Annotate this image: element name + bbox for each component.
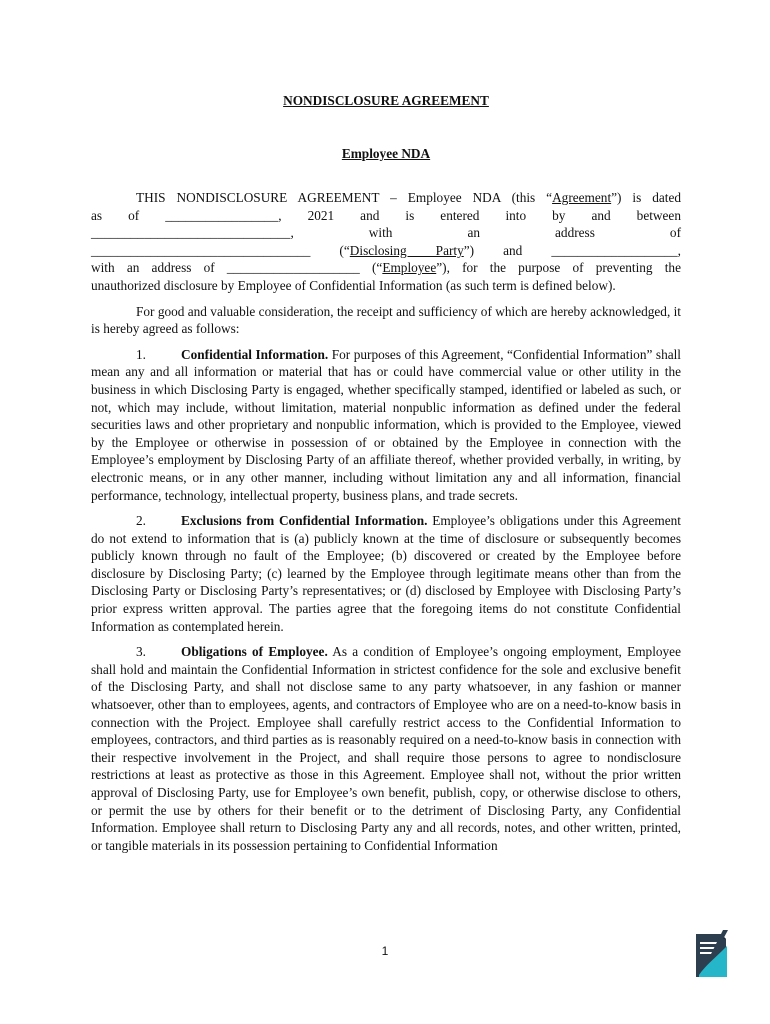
document-body [91, 92, 681, 854]
intro-line-2: as of _________________, 2021 and is entered into by and between [91, 207, 681, 223]
employee-term: Employee [382, 260, 437, 276]
section-number: 1. [136, 346, 146, 362]
consideration-paragraph: For good and valuable consideration, the receipt and sufficiency of which are hereby acknowledged, it is hereby agreed as follows: [91, 303, 681, 337]
intro-line-5: with an address of ____________________ (“Employee”), for the purpose of preventing the [91, 260, 681, 276]
agreement-term: Agreement [552, 190, 612, 205]
document-logo-icon [693, 928, 729, 980]
section-body: Employee’s obligations under this Agreement do not extend to information that is (a) publicly known at the time of disclosure or subsequently becomes publicly known through no fault of the Employee; (b) discovered or created by the Employee before disclosure by Disclosing Party; (c) learned by the Employee through legitimate means other than from the Disclosing Party or Disclosing Party’s representatives; or (d) disclosed by Employee with Disclosing Party’s prior express written approval. The parties agree that the foregoing items do not constitute Confidential Information as contemplated herein. [91, 513, 681, 634]
section-number: 3. [136, 644, 146, 660]
page-number: 1 [381, 944, 389, 958]
section-body: As a condition of Employee’s ongoing employment, Employee shall hold and maintain the Confidential Information in strictest confidence for the sole and exclusive benefit of the Disclosing Party, and shall not disclose same to any party whatsoever, in any fashion or manner whatsoever, other than to employees, agents, and contractors of Employee who are on a need-to-know basis in connection with the Project. Employee shall carefully restrict access to the Confidential Information to employees, contractors, and third parties as is reasonably required on a need-to-know basis in connection with their respective involvement in the Project, and shall require those persons to agree to nondisclosure restrictions at least as protective as those in this Agreement. Employee shall not, without the prior written approval of Disclosing Party, use for Employee’s own benefit, publish, copy, or otherwise disclose to others, or permit the use by others for their benefit or to the detriment of Disclosing Party, any Confidential Information. Employee shall return to Disclosing Party any and all records, notes, and other written, printed, or tangible materials in its possession pertaining to Confidential Information [91, 644, 681, 853]
disclosing-party-term: Disclosing Party [349, 242, 464, 258]
document-title: NONDISCLOSURE AGREEMENT [283, 93, 489, 108]
intro-line-6: unauthorized disclosure by Employee of Confidential Information (as such term is defined below). [91, 277, 616, 293]
intro-paragraph [91, 189, 681, 295]
section-confidential-information [91, 346, 681, 504]
intro-line-1: THIS NONDISCLOSURE AGREEMENT – Employee NDA (this “Agreement”) is dated [136, 190, 681, 205]
section-heading: Obligations of Employee. [181, 644, 328, 660]
section-exclusions [91, 512, 681, 635]
section-obligations [91, 643, 681, 854]
section-heading: Exclusions from Confidential Information. [181, 513, 428, 529]
document-subtitle: Employee NDA [341, 146, 431, 161]
intro-line-4: _________________________________ (“Disclosing Party”) and ___________________, [91, 242, 681, 258]
section-number: 2. [136, 513, 146, 529]
intro-line-3: ______________________________, with an address of [91, 225, 681, 241]
section-heading: Confidential Information. [181, 346, 329, 362]
section-body: For purposes of this Agreement, “Confidential Information” shall mean any and all information or material that has or could have commercial value or other utility in the business in which Disclosing Party is engaged, whether specifically stamped, identified or labeled as such, or not, which may include, without limitation, material nonpublic information as defined under the federal securities laws and other proprietary and nonpublic information, which is provided to the Employee, viewed by the Employee or otherwise in possession of or obtained by the Employee in connection with the Employee’s employment by Disclosing Party of an affiliate thereof, whether provided verbally, in writing, by electronic means, or in any other manner, including without limitation any and all information, financial performance, technology, intellectual property, business plans, and trade secrets. [91, 346, 682, 503]
